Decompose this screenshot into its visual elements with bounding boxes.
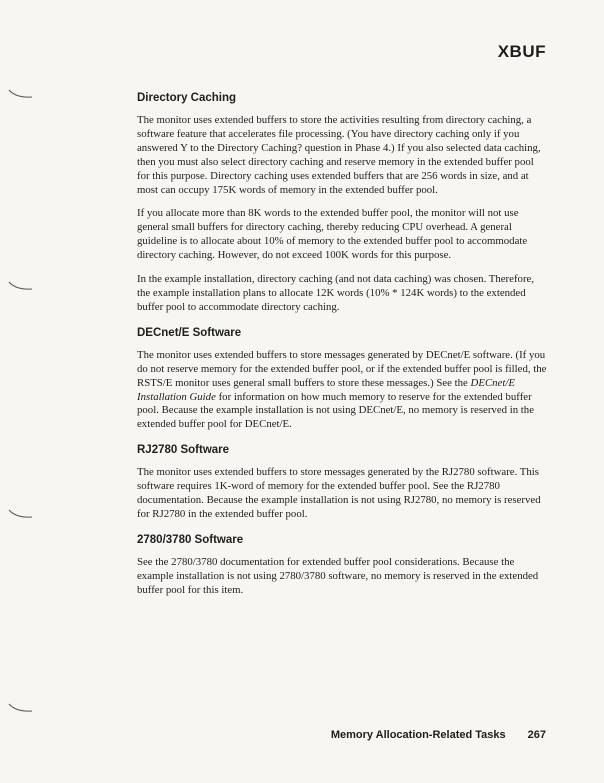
paragraph: See the 2780/3780 documentation for extended buffer pool considerations. Because the example installation is not using 2780/3780 software, no memory is reserved in the extended buffer pool for this item. bbox=[137, 555, 539, 596]
binder-mark bbox=[8, 280, 34, 292]
paragraph bbox=[137, 349, 549, 432]
page-content bbox=[137, 92, 549, 610]
paragraph: The monitor uses extended buffers to store messages generated by the RJ2780 software. This software requires 1K-word of memory for the extended buffer pool. See the RJ2780 documentation. Because the example installation is not using RJ2780, no memory is reserved for RJ2780 in the extended buffer pool. bbox=[137, 466, 541, 520]
paragraph-text: for information on how much memory to reserve for the extended buffer pool. Because the example installation is not using DECnet/E, no memory is reserved in the extended buffer pool for DECnet/E. bbox=[137, 390, 535, 431]
document-reference: DECnet/E Installation Guide bbox=[137, 376, 515, 403]
section-heading: 2780/3780 Software bbox=[137, 533, 244, 546]
section-heading: Directory Caching bbox=[137, 92, 237, 104]
page-footer bbox=[331, 729, 546, 741]
paragraph-text: The monitor uses extended buffers to store messages generated by DECnet/E software. (If you do not reserve memory for the extended buffer pool, or if the extended buffer pool is filled, the RSTS/E monitor uses general small buffers to store these messages.) See the bbox=[137, 348, 547, 389]
paragraph: If you allocate more than 8K words to the extended buffer pool, the monitor will not use general small buffers for directory caching, thereby reducing CPU overhead. A general guideline is to allocate about 10% of memory to the extended buffer pool to accommodate directory caching. However, do not exceed 100K words for this purpose. bbox=[137, 207, 528, 262]
section-heading: DECnet/E Software bbox=[137, 326, 242, 339]
section-rj2780-software bbox=[137, 444, 549, 522]
section-2780-3780-software bbox=[137, 534, 549, 598]
footer-section-title: Memory Allocation-Related Tasks bbox=[330, 729, 506, 741]
paragraph: The monitor uses extended buffers to store the activities resulting from directory caching, a software feature that accelerates file processing. (You have directory caching only if you answered Y to the Directory Caching? question in Phase 4.) If you also selected data caching, then you must also select directory caching and reserve memory in the extended buffer pool for this purpose. Directory caching uses extended buffers that are 256 words in size, and at most can occupy 175K words of memory in the extended buffer pool. bbox=[137, 114, 541, 196]
section-directory-caching bbox=[137, 92, 549, 315]
section-heading: RJ2780 Software bbox=[137, 444, 230, 457]
section-decnet-software bbox=[137, 327, 549, 432]
binder-mark bbox=[8, 702, 34, 714]
page-number: 267 bbox=[527, 729, 546, 741]
page-header-title: XBUF bbox=[497, 42, 546, 61]
binder-mark bbox=[8, 508, 34, 520]
binder-mark bbox=[8, 88, 34, 100]
paragraph: In the example installation, directory caching (and not data caching) was chosen. Therefore, the example installation plans to allocate 12K words (10% * 124K words) to the extended buffer pool to accommodate directory caching. bbox=[137, 273, 535, 313]
